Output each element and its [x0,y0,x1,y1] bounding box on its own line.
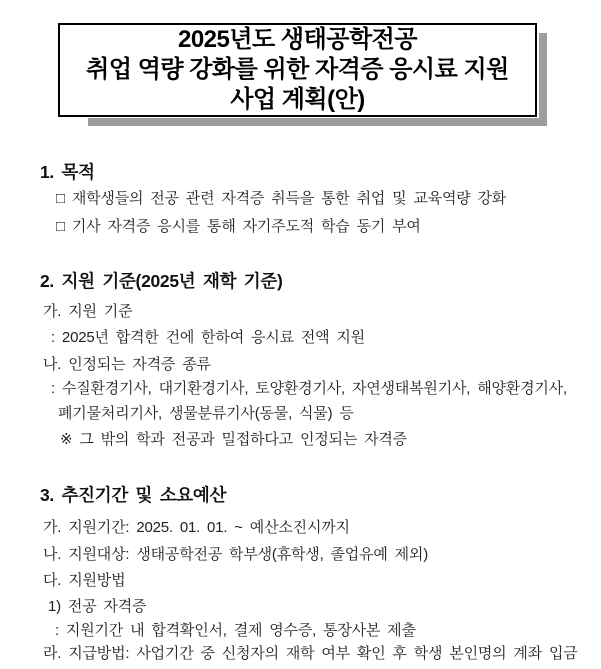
criteria-cert-list-line-2: 폐기물처리기사, 생물분류기사(동물, 식물) 등 [58,405,354,422]
criteria-item-na: 나. 인정되는 자격증 종류 [43,356,211,373]
schedule-item-ra: 라. 지급방법: 사업기간 중 신청자의 재학 여부 확인 후 학생 본인명의 계좌 입금 [43,645,578,662]
schedule-item-da: 다. 지원방법 [43,572,126,589]
schedule-item-na: 나. 지원대상: 생태공학전공 학부생(휴학생, 졸업유예 제외) [43,546,429,563]
title-line-2: 취업 역량 강화를 위한 자격증 응시료 지원 [86,56,509,83]
section-3-heading: 3. 추진기간 및 소요예산 [40,485,227,505]
title-box [58,23,537,117]
schedule-item-da-sub-1: 1) 전공 자격증 [48,598,147,615]
title-box-shadow-bottom [88,118,547,126]
criteria-item-ga: 가. 지원 기준 [43,303,133,320]
title-line-3: 사업 계획(안) [230,86,365,113]
purpose-item-2: □ 기사 자격증 응시를 통해 자기주도적 학습 동기 부여 [56,218,421,235]
title-line-1: 2025년도 생태공학전공 [177,26,418,53]
criteria-note: ※ 그 밖의 학과 전공과 밀접하다고 인정되는 자격증 [60,431,407,448]
criteria-cert-list-line-1: : 수질환경기사, 대기환경기사, 토양환경기사, 자연생태복원기사, 해양환경기사, [51,380,567,397]
schedule-item-da-sub-1-detail: : 지원기간 내 합격확인서, 결제 영수증, 통장사본 제출 [55,622,416,639]
section-2-heading: 2. 지원 기준(2025년 재학 기준) [40,271,283,291]
section-1-heading: 1. 목적 [40,162,95,182]
title-box-shadow-right [539,33,547,126]
criteria-item-ga-detail: : 2025년 합격한 건에 한하여 응시료 전액 지원 [51,329,365,346]
purpose-item-1: □ 재학생들의 전공 관련 자격증 취득을 통한 취업 및 교육역량 강화 [56,190,507,207]
schedule-item-ga: 가. 지원기간: 2025. 01. 01. ~ 예산소진시까지 [43,519,350,536]
